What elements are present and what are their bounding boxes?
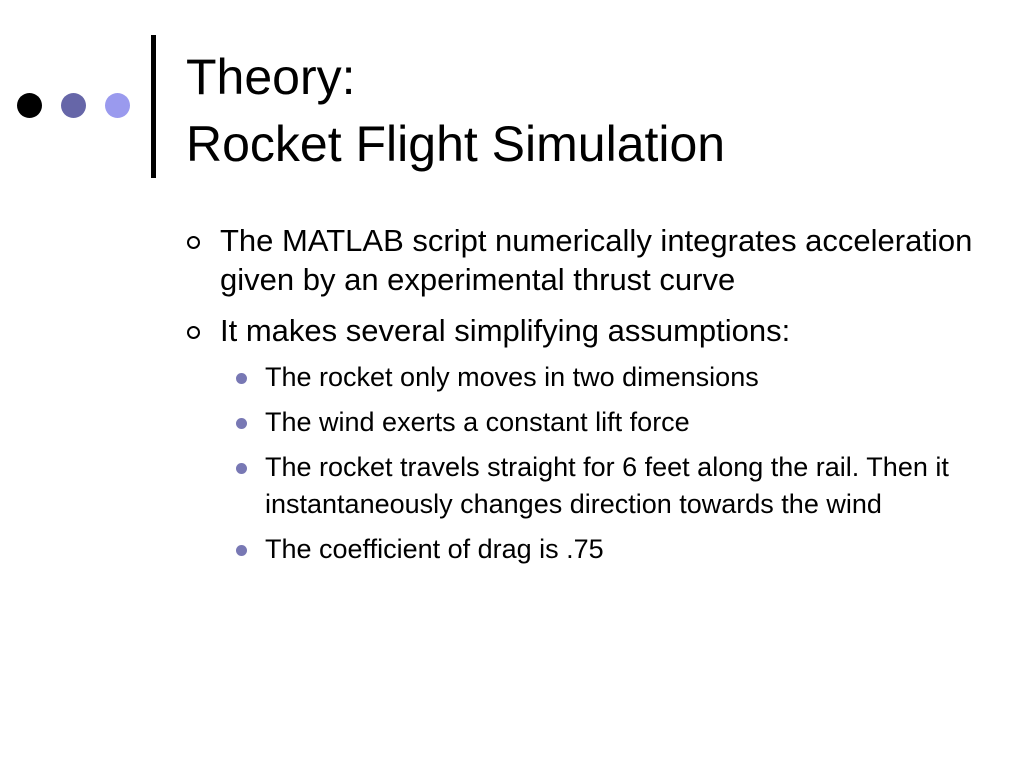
sub-bullet-text: The coefficient of drag is .75 — [265, 534, 604, 564]
filled-circle-bullet-icon — [236, 545, 247, 556]
sub-bullet-text: The wind exerts a constant lift force — [265, 407, 690, 437]
slide-body — [184, 221, 974, 576]
filled-circle-bullet-icon — [236, 463, 247, 474]
bullet-text: The MATLAB script numerically integrates acceleration given by an experimental thrust curve — [220, 223, 973, 297]
slide-title — [186, 44, 725, 178]
sub-bullet-item — [220, 404, 974, 441]
filled-circle-bullet-icon — [236, 373, 247, 384]
sub-bullet-item — [220, 449, 974, 523]
title-divider — [151, 35, 156, 178]
sub-bullet-item — [220, 359, 974, 396]
decorative-dot-slate — [61, 93, 86, 118]
sub-bullet-text: The rocket travels straight for 6 feet along the rail. Then it instantaneously changes direction towards the wind — [265, 452, 949, 519]
title-line-1: Theory: — [186, 49, 356, 105]
bullet-item — [184, 221, 974, 299]
filled-circle-bullet-icon — [236, 418, 247, 429]
hollow-circle-bullet-icon — [187, 236, 200, 249]
decorative-dot-black — [17, 93, 42, 118]
sub-bullet-item — [220, 531, 974, 568]
sub-bullet-list — [184, 359, 974, 568]
sub-bullet-text: The rocket only moves in two dimensions — [265, 362, 759, 392]
hollow-circle-bullet-icon — [187, 326, 200, 339]
bullet-text: It makes several simplifying assumptions: — [220, 313, 791, 348]
decorative-dot-lavender — [105, 93, 130, 118]
bullet-item — [184, 311, 974, 350]
title-line-2: Rocket Flight Simulation — [186, 116, 726, 172]
